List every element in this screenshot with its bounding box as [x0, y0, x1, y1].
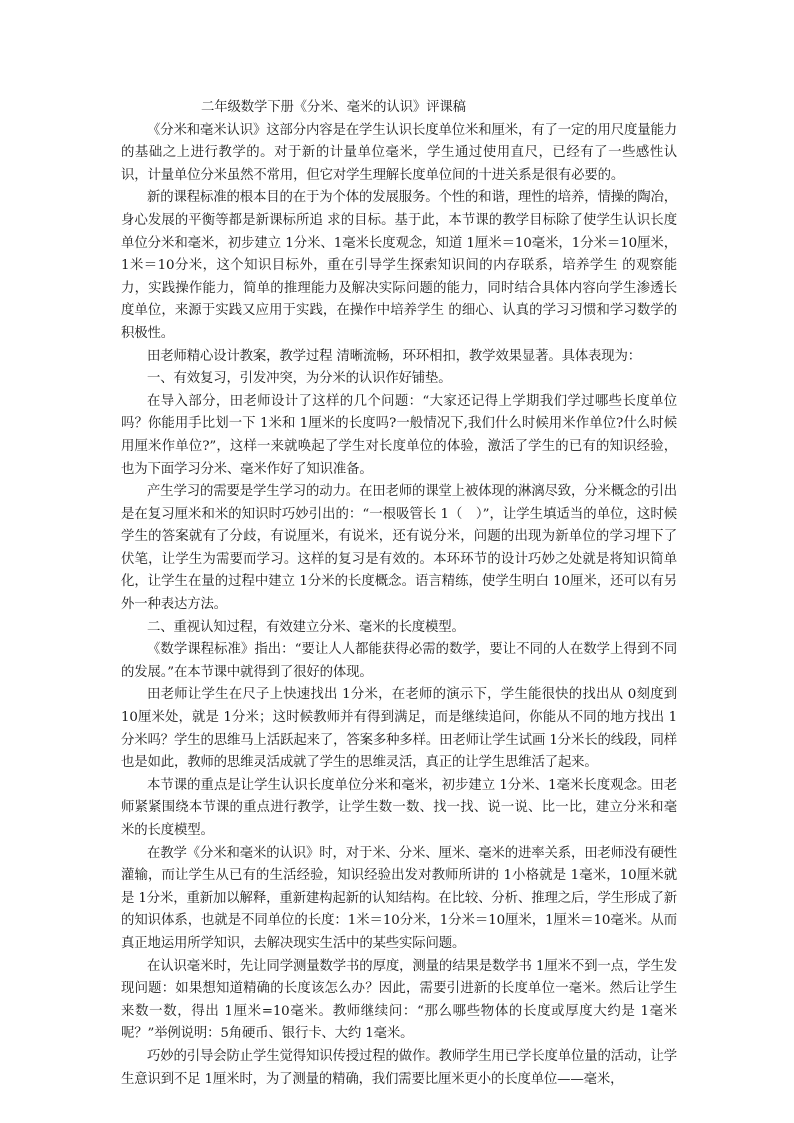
document-title: 二年级数学下册《分米、毫米的认识》评课稿 [201, 100, 466, 115]
paragraph: 在教学《分米和毫米的认识》时，对于米、分米、厘米、毫米的进率关系，田老师没有硬性灌输，而让学生从已有的生活经验，知识经验出发对教师所讲的 1小格就是 1毫米，10厘米就是 1分米，重新加以解释，重新建构起新的认知结构。在比较、分析、推理之后，学生形成了新的知识体系，也就是不同单位的长度：1米＝10分米，1分米＝10厘米，1厘米＝10毫米。从而真正地运用所学知识，去解决现实生活中的某些实际问题。 [121, 845, 677, 951]
paragraph: 《数学课程标准》指出：“要让人人都能获得必需的数学，要让不同的人在数学上得到不同的发展。”在本节课中就得到了很好的体现。 [121, 642, 677, 680]
paragraph: 巧妙的引导会防止学生觉得知识传授过程的做作。教师学生用已学长度单位量的活动，让学生意识到不足 1厘米时，为了测量的精确，我们需要比厘米更小的长度单位——毫米， [121, 1048, 677, 1087]
paragraph: 新的课程标准的根本目的在于为个体的发展服务。个性的和谐，理性的培养，情操的陶冶，身心发展的平衡等都是新课标所追 求的目标。基于此，本节课的教学目标除了使学生认识长度单位分米和毫米，初步建立 1分米、1毫米长度观念，知道 1厘米＝10毫米，1分米＝10厘米，1米＝10分米，这个知识目标外，重在引导学生探索知识间的内存联系，培养学生 的观察能力，实践操作能力，简单的推理能力及解决实际问题的能力，同时结合具体内容向学生渗透长度单位，来源于实践又应用于实践，在操作中培养学生 的细心、认真的学习习惯和学习数学的积极性。 [121, 190, 677, 341]
paragraph: 本节课的重点是让学生认识长度单位分米和毫米，初步建立 1分米、1毫米长度观念。田老师紧紧围绕本节课的重点进行教学，让学生数一数、找一找、说一说、比一比，建立分米和毫米的长度模型。 [121, 777, 677, 838]
paragraph: 在导入部分，田老师设计了这样的几个问题：“大家还记得上学期我们学过哪些长度单位吗？你能用手比划一下 1米和 1厘米的长度吗?一般情况下,我们什么时候用米作单位?什么时候用厘米作单位?”，这样一来就唤起了学生对长度单位的体验，激活了学生的已有的知识经验，也为下面学习分米、毫米作好了知识准备。 [121, 393, 677, 477]
paragraph: 田老师让学生在尺子上快速找出 1分米，在老师的演示下，学生能很快的找出从 0刻度到 10厘米处，就是 1分米；这时候教师并有得到满足，而是继续追问，你能从不同的地方找出 1分米吗？学生的思维马上活跃起来了，答案多种多样。田老师让学生试画 1分米长的线段，同样也是如此，教师的思维灵活成就了学生的思维灵活，真正的让学生思维活了起来。 [121, 687, 677, 771]
paragraph: 产生学习的需要是学生学习的动力。在田老师的课堂上被体现的淋漓尽致，分米概念的引出是在复习厘米和米的知识时巧妙引出的：“一根吸管长 1（ ）”，让学生填适当的单位，这时候学生的答案就有了分歧，有说厘米，有说米，还有说分米，问题的出现为新单位的学习埋下了伏笔，让学生为需要而学习。这样的复习是有效的。本环环节的设计巧妙之处就是将知识简单化，让学生在量的过程中建立 1分米的长度概念。语言精练，使学生明白 10厘米，还可以有另外一种表达方法。 [121, 484, 677, 613]
document-page [121, 97, 677, 1091]
paragraph: 在认识毫米时，先让同学测量数学书的厚度，测量的结果是数学书 1厘米不到一点，学生发现问题：如果想知道精确的长度该怎么办？因此，需要引进新的长度单位一毫米。然后让学生来数一数，得出 1厘米=10毫米。教师继续问：“那么哪些物体的长度或厚度大约是 1毫米呢？”举例说明：5角硬币、银行卡、大约 1毫米。 [121, 958, 677, 1042]
paragraph: 《分米和毫米认识》这部分内容是在学生认识长度单位米和厘米，有了一定的用尺度量能力的基础之上进行教学的。对于新的计量单位毫米，学生通过使用直尺，已经有了一些感性认识，计量单位分米虽然不常用，但它对学生理解长度单位间的十进关系是很有必要的。 [121, 122, 677, 183]
section-heading: 二、重视认知过程，有效建立分米、毫米的长度模型。 [147, 619, 465, 635]
paragraph: 田老师精心设计教案，教学过程 清晰流畅，环环相扣，教学效果显著。具体表现为： [147, 348, 642, 364]
section-heading: 一、有效复习，引发冲突，为分米的认识作好铺垫。 [147, 371, 452, 387]
